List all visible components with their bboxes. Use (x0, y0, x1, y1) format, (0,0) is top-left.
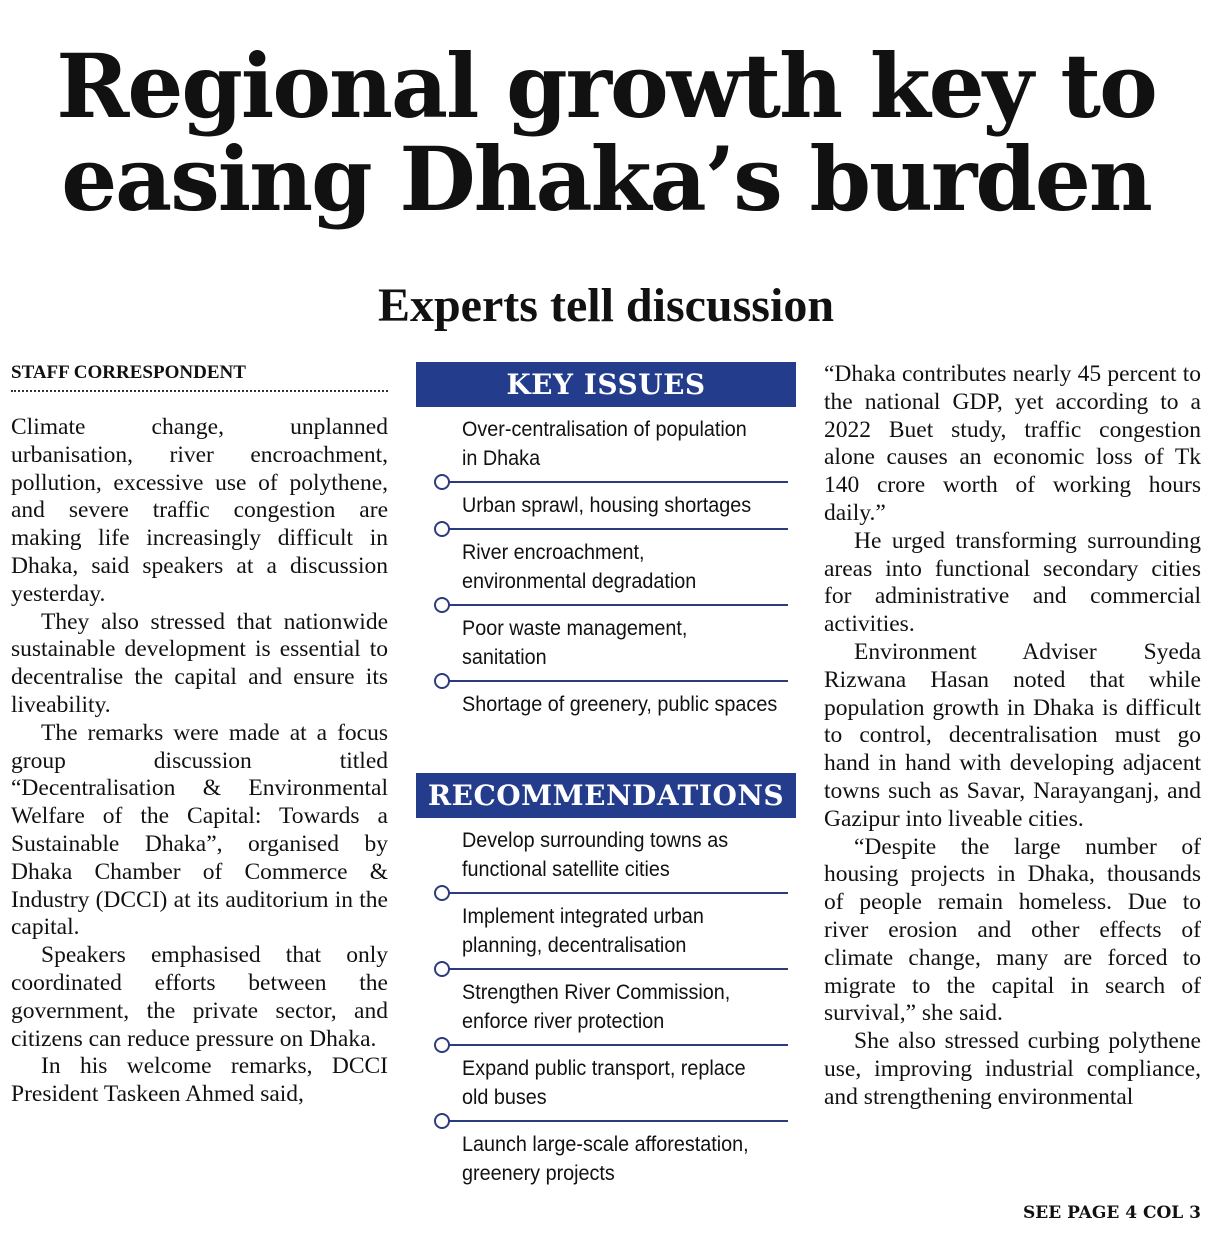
paragraph: In his welcome remarks, DCCI President Taskeen Ahmed said, (11, 1053, 388, 1108)
byline: STAFF CORRESPONDENT (11, 362, 388, 392)
item-line: Shortage of greenery, public spaces (462, 692, 778, 716)
paragraph: The remarks were made at a focus group discussion titled “Decentralisation & Environmental Welfare of the Capital: Towards a Sustainable Dhaka”, organised by Dhaka Chamber of Commerce & Industry (DCCI) at its auditorium in the capital. (11, 719, 388, 941)
item-line: Urban sprawl, housing shortages (462, 493, 752, 517)
recommendation-item (416, 894, 796, 970)
paragraph: Environment Adviser Syeda Rizwana Hasan noted that while population growth in Dhaka is difficult to control, decentralisation must go hand in hand with developing adjacent towns such as Savar, Narayanganj, and Gazipur into liveable cities. (824, 638, 1201, 832)
key-issue-item (416, 606, 796, 682)
item-line: Over-centralisation of population (462, 417, 747, 441)
paragraph: “Dhaka contributes nearly 45 percent to the national GDP, yet according to a 2022 Buet study, traffic congestion alone causes an economic loss of Tk 140 crore worth of working hours daily.” (824, 361, 1201, 526)
recommendation-item (416, 970, 796, 1046)
right-column (824, 361, 1201, 1112)
item-line: in Dhaka (462, 446, 541, 470)
recommendations-list (416, 818, 796, 1188)
key-issue-item (416, 530, 796, 606)
paragraph: Climate change, unplanned urbanisation, river encroachment, pollution, excessive use of polythene, and severe traffic congestion are making life increasingly difficult in Dhaka, said speakers at a discussion yesterday. (11, 414, 388, 607)
paragraph: They also stressed that nationwide sustainable development is essential to decentralise the capital and ensure its liveability. (11, 608, 388, 718)
item-line: functional satellite cities (462, 857, 670, 881)
recommendation-item (416, 818, 796, 894)
item-line: Expand public transport, replace (462, 1056, 746, 1080)
paragraph: He urged transforming surrounding areas into functional secondary cities for administrative and commercial activities. (824, 527, 1201, 638)
recommendations-title: RECOMMENDATIONS (416, 773, 796, 818)
key-issues-list (416, 407, 796, 719)
key-issues-panel (416, 362, 796, 719)
item-line: environmental degradation (462, 569, 697, 593)
item-line: greenery projects (462, 1161, 615, 1185)
item-line: Launch large-scale afforestation, (462, 1132, 749, 1156)
item-line: Develop surrounding towns as (462, 828, 729, 852)
key-issue-item (416, 682, 796, 719)
left-column (11, 414, 388, 1109)
item-line: old buses (462, 1085, 547, 1109)
continuation-reference: SEE PAGE 4 COL 3 (1022, 1203, 1201, 1223)
recommendation-item (416, 1122, 796, 1188)
item-line: Strengthen River Commission, (462, 980, 731, 1004)
headline-line-1: Regional growth key to (56, 34, 1156, 138)
key-issue-item (416, 483, 796, 530)
recommendations-panel (416, 773, 796, 1188)
recommendation-item (416, 1046, 796, 1122)
subheadline: Experts tell discussion (377, 279, 835, 332)
headline (0, 34, 1212, 231)
item-line: River encroachment, (462, 540, 645, 564)
key-issues-title: KEY ISSUES (416, 362, 796, 407)
headline-line-2: easing Dhaka’s burden (61, 127, 1151, 231)
item-line: Implement integrated urban (462, 904, 704, 928)
paragraph: Speakers emphasised that only coordinated efforts between the government, the private sector, and citizens can reduce pressure on Dhaka. (11, 942, 388, 1052)
key-issue-item (416, 407, 796, 483)
paragraph: She also stressed curbing polythene use, improving industrial compliance, and strengthening environmental (824, 1028, 1201, 1110)
item-line: Poor waste management, (462, 616, 688, 640)
item-line: planning, decentralisation (462, 933, 687, 957)
item-line: enforce river protection (462, 1009, 665, 1033)
paragraph: “Despite the large number of housing projects in Dhaka, thousands of people remain homeless. Due to river erosion and other effects of climate change, many are forced to migrate to the capital in search of survival,” she said. (824, 833, 1201, 1027)
item-line: sanitation (462, 645, 547, 669)
